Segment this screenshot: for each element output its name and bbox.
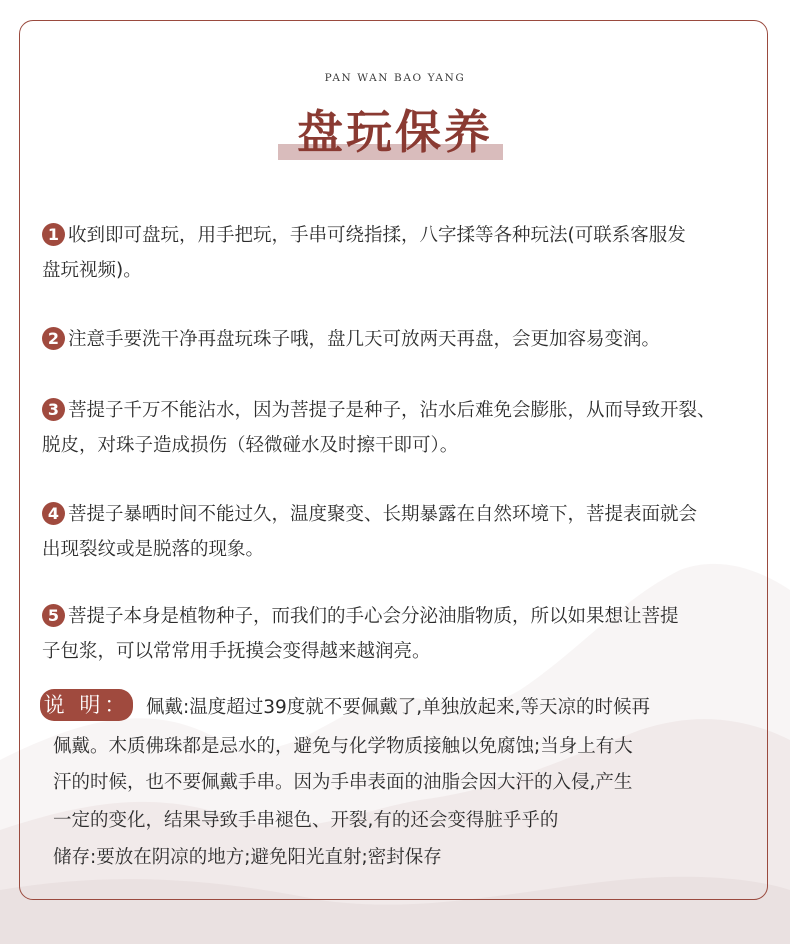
note-label-badge: 说 明： [40,689,133,721]
item-text-line: 收到即可盘玩，用手把玩，手串可绕指揉，八字揉等各种玩法(可联系客服发 [68,225,686,246]
care-item-5 [42,599,762,669]
note-line: 一定的变化，结果导致手串褪色、开裂,有的还会变得脏乎乎的 [53,810,559,831]
item-text-line: 菩提子千万不能沾水，因为菩提子是种子，沾水后难免会膨胀，从而导致开裂、 [68,400,716,421]
page-title: 盘玩保养 [297,105,493,159]
note-line: 汗的时候，也不要佩戴手串。因为手串表面的油脂会因大汗的入侵,产生 [53,772,633,793]
note-line: 佩戴:温度超过39度就不要佩戴了,单独放起来,等天凉的时候再 [146,697,651,718]
item-text-line: 菩提子暴晒时间不能过久，温度聚变、长期暴露在自然环境下，菩提表面就会 [68,504,698,525]
note-line: 储存:要放在阴凉的地方;避免阳光直射;密封保存 [53,847,442,868]
item-number-badge: 4 [42,502,65,525]
item-number-badge: 5 [42,604,65,627]
care-item-4 [42,497,762,567]
note-line: 佩戴。木质佛珠都是忌水的，避免与化学物质接触以免腐蚀;当身上有大 [53,736,633,757]
item-number-badge: 1 [42,223,65,246]
item-text-line: 子包浆，可以常常用手抚摸会变得越来越润亮。 [42,641,431,662]
care-item-1 [42,218,762,288]
care-item-3 [42,393,762,463]
item-text-line: 脱皮，对珠子造成损伤（轻微碰水及时擦干即可）。 [42,435,459,456]
care-item-2 [42,322,762,357]
item-number-badge: 2 [42,327,65,350]
item-text-line: 注意手要洗干净再盘玩珠子哦，盘几天可放两天再盘，会更加容易变润。 [68,329,661,350]
item-number-badge: 3 [42,398,65,421]
item-text-line: 出现裂纹或是脱落的现象。 [42,539,265,560]
page-subtitle: PAN WAN BAO YANG [324,72,466,84]
item-text-line: 盘玩视频)。 [42,260,142,281]
item-text-line: 菩提子本身是植物种子，而我们的手心会分泌油脂物质，所以如果想让菩提 [68,606,679,627]
